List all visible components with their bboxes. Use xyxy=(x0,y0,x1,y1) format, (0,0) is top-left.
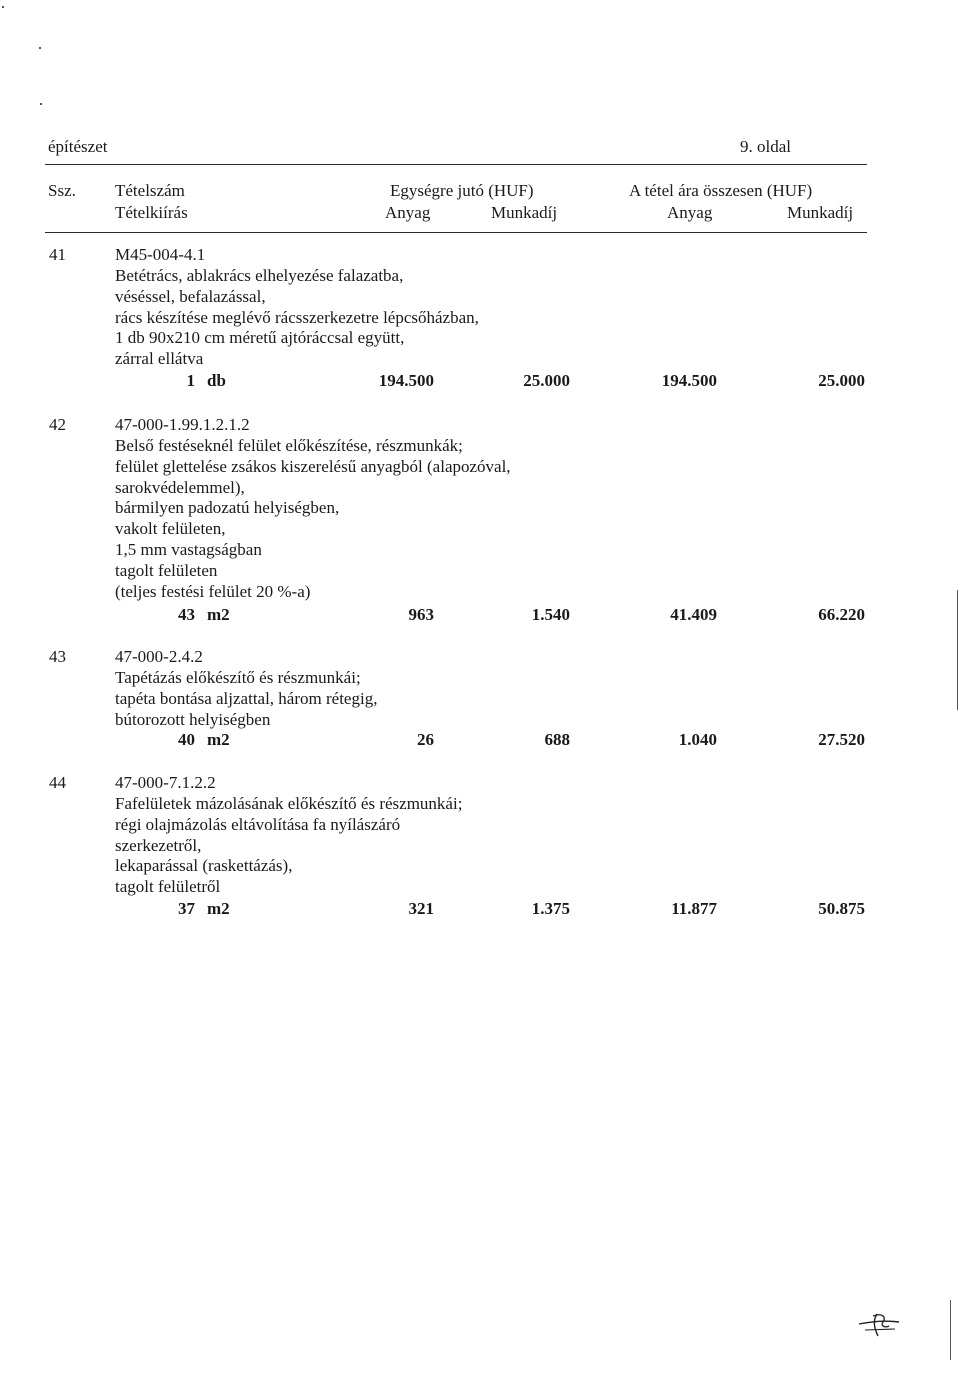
item-unit-material: 963 xyxy=(408,605,434,624)
scan-speck xyxy=(39,47,41,49)
item-unit: m2 xyxy=(207,730,230,749)
item-unit-material: 194.500 xyxy=(378,371,434,390)
header-divider xyxy=(45,164,867,165)
description-line: Betétrács, ablakrács elhelyezése falazatba, xyxy=(115,266,404,285)
item-description xyxy=(115,668,377,730)
item-unit-material: 26 xyxy=(417,730,434,749)
item-total-material: 1.040 xyxy=(678,730,717,749)
description-line: 1,5 mm vastagságban xyxy=(115,539,262,559)
item-description xyxy=(115,266,479,370)
col-total-labor: Munkadíj xyxy=(787,203,854,222)
margin-mark xyxy=(957,590,958,710)
item-ssz: 43 xyxy=(49,647,66,666)
description-line: zárral ellátva xyxy=(115,349,204,369)
item-description xyxy=(115,794,462,898)
description-line: bármilyen padozatú helyiségben, xyxy=(115,498,340,518)
col-tetelkiiras: Tételkiírás xyxy=(115,203,188,222)
item-total-material: 41.409 xyxy=(670,605,717,624)
item-code: 47-000-1.99.1.2.1.2 xyxy=(115,415,250,434)
description-line: szerkezetről, xyxy=(115,835,202,855)
item-total-material: 194.500 xyxy=(661,371,717,390)
item-total-labor: 66.220 xyxy=(818,605,865,624)
item-code: 47-000-2.4.2 xyxy=(115,647,203,666)
item-unit-labor: 1.540 xyxy=(531,605,570,624)
scan-speck xyxy=(40,103,42,105)
item-ssz: 41 xyxy=(49,245,66,264)
page-number: 9. oldal xyxy=(740,137,791,156)
item-qty: 1 xyxy=(186,371,195,390)
description-line: (teljes festési felület 20 %-a) xyxy=(115,581,311,601)
margin-mark xyxy=(950,1300,951,1360)
item-unit: m2 xyxy=(207,899,230,918)
item-unit-labor: 688 xyxy=(544,730,570,749)
item-code: 47-000-7.1.2.2 xyxy=(115,773,216,792)
col-unit-material: Anyag xyxy=(385,203,431,222)
description-line: felület glettelése zsákos kiszerelésű anyagból (alapozóval, xyxy=(115,456,511,476)
item-qty: 43 xyxy=(178,605,195,624)
item-description xyxy=(115,436,511,602)
item-code: M45-004-4.1 xyxy=(115,245,206,264)
description-line: rács készítése meglévő rácsszerkezetre lépcsőházban, xyxy=(115,307,479,327)
section-title: építészet xyxy=(48,137,108,156)
item-unit-material: 321 xyxy=(408,899,434,918)
item-unit: m2 xyxy=(207,605,230,624)
description-line: véséssel, befalazással, xyxy=(115,286,266,306)
item-unit-labor: 25.000 xyxy=(523,371,570,390)
col-unit-labor: Munkadíj xyxy=(491,203,558,222)
description-line: 1 db 90x210 cm méretű ajtóráccsal együtt, xyxy=(115,328,405,348)
description-line: sarokvédelemmel), xyxy=(115,477,245,497)
item-total-labor: 25.000 xyxy=(818,371,865,390)
item-ssz: 44 xyxy=(49,773,66,792)
col-tetelszam: Tételszám xyxy=(115,181,185,200)
item-total-labor: 50.875 xyxy=(818,899,865,918)
col-total-material: Anyag xyxy=(667,203,713,222)
description-line: Tapétázás előkészítő és részmunkái; xyxy=(115,668,361,687)
scan-speck xyxy=(2,6,4,8)
col-ssz: Ssz. xyxy=(48,181,76,200)
description-line: lekaparással (raskettázás), xyxy=(115,856,293,876)
item-total-labor: 27.520 xyxy=(818,730,865,749)
description-line: Belső festéseknél felület előkészítése, részmunkák; xyxy=(115,436,463,455)
col-unit-group: Egységre jutó (HUF) xyxy=(390,181,534,200)
description-line: tagolt felületen xyxy=(115,560,218,580)
columns-divider xyxy=(45,232,867,233)
description-line: tagolt felületről xyxy=(115,877,221,897)
description-line: vakolt felületen, xyxy=(115,519,226,539)
description-line: régi olajmázolás eltávolítása fa nyílászáró xyxy=(115,814,401,834)
description-line: Fafelületek mázolásának előkészítő és részmunkái; xyxy=(115,794,463,813)
description-line: tapéta bontása aljzattal, három rétegig, xyxy=(115,688,378,708)
description-line: bútorozott helyiségben xyxy=(115,709,271,729)
item-unit: db xyxy=(207,371,226,390)
item-total-material: 11.877 xyxy=(671,899,717,918)
item-unit-labor: 1.375 xyxy=(531,899,570,918)
item-qty: 40 xyxy=(178,730,195,749)
item-qty: 37 xyxy=(178,899,195,918)
signature-mark xyxy=(855,1308,903,1340)
item-ssz: 42 xyxy=(49,415,66,434)
col-total-group: A tétel ára összesen (HUF) xyxy=(629,181,813,200)
